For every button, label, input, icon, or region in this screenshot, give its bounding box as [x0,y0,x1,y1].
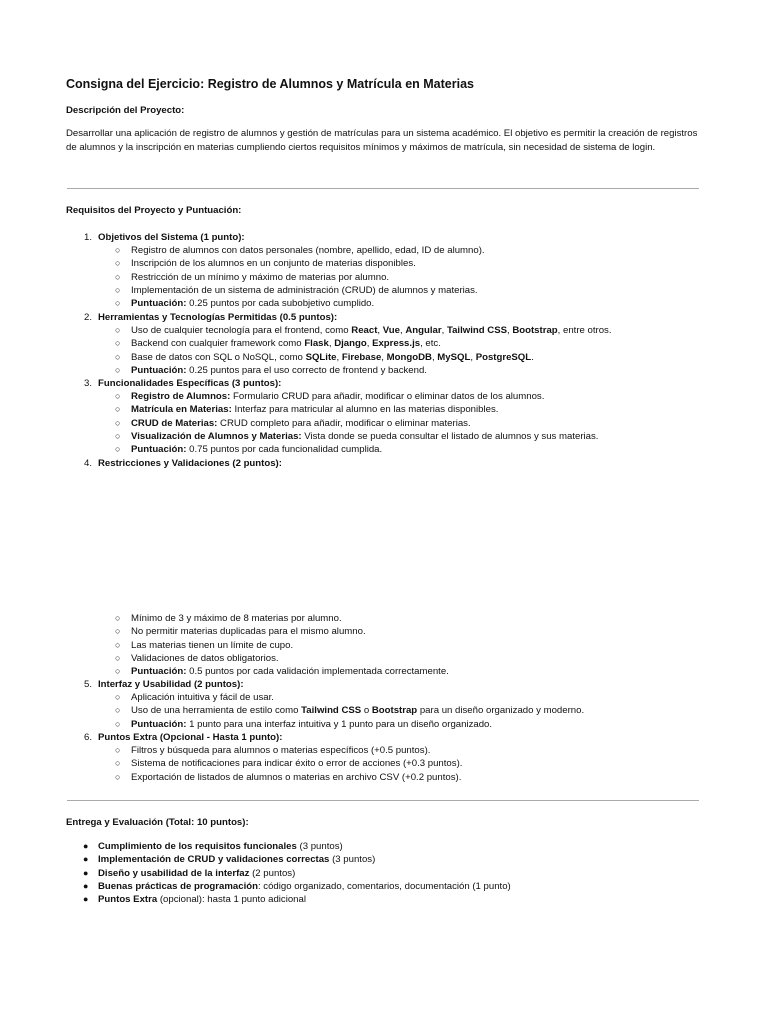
bold-text: Implementación de CRUD y validaciones correctas [98,854,330,866]
hollow-circle-icon: ○ [115,391,121,401]
section-number: 6. [83,732,92,743]
item-text: Registro de alumnos con datos personales (nombre, apellido, edad, ID de alumno). [131,245,485,256]
hollow-circle-icon: ○ [115,284,121,295]
bold-text: Registro de Alumnos: [131,391,231,402]
item-text: (2 puntos) [249,867,296,879]
list-item-text [98,893,306,906]
filled-circle-icon: ● [83,894,89,905]
bold-text: Angular [405,325,442,336]
section-number: 5. [83,679,92,690]
item-text: Backend con cualquier framework como [131,338,305,350]
item-text: Filtros y búsqueda para alumnos o materias específicos (+0.5 puntos). [131,745,431,756]
item-text: Implementación de un sistema de administración (CRUD) de alumnos y materias. [131,284,478,296]
item-text: Aplicación intuitiva y fácil de usar. [131,692,274,703]
hollow-circle-icon: ○ [115,705,121,716]
hollow-circle-icon: ○ [115,298,121,309]
item-text: , [366,338,373,350]
hollow-circle-icon: ○ [115,417,121,428]
section-number: 1. [83,232,92,243]
list-item-text [131,337,441,350]
bold-text: Matrícula en Materias: [131,404,232,416]
hollow-circle-icon: ○ [115,338,121,349]
filled-circle-icon: ● [83,841,89,851]
evaluation-heading: Entrega y Evaluación (Total: 10 puntos): [66,817,249,828]
list-item-text [131,443,382,456]
hollow-circle-icon: ○ [115,652,121,663]
description-paragraph: Desarrollar una aplicación de registro de alumnos y gestión de matrículas para un sistema académico. El objetivo es permitir la creación de registros de alumnos y la inscripción en materias cumpliendo ciertos requisitos mínimos y máximos de matrícula, sin necesidad de sistema de login. [66,128,698,153]
list-item-text [131,704,584,717]
item-text: , [431,351,438,363]
section-title: Funcionalidades Específicas (3 puntos): [98,378,282,389]
section-title: Puntos Extra (Opcional - Hasta 1 punto): [98,732,283,743]
bold-text: Django [334,338,367,350]
bold-text: Puntuación: [131,666,187,678]
section-title: Objetivos del Sistema (1 punto): [98,232,245,243]
bold-text: Buenas prácticas de programación [98,880,258,892]
bold-text: Visualización de Alumnos y Materias: [131,430,302,442]
list-item-text [131,771,461,784]
bold-text: React [351,325,378,336]
item-text: Interfaz para matricular al alumno en las materias disponibles. [231,404,499,416]
item-text: Validaciones de datos obligatorios. [131,652,279,664]
bold-text: SQLite [305,351,337,363]
item-text: No permitir materias duplicadas para el mismo alumno. [131,626,366,638]
list-item-text [131,612,342,625]
bold-text: MySQL [437,351,471,363]
item-text: Sistema de notificaciones para indicar éxito o error de acciones (+0.3 puntos). [131,758,463,770]
item-text: Formulario CRUD para añadir, modificar o eliminar datos de los alumnos. [230,391,545,402]
item-text: Mínimo de 3 y máximo de 8 materias por alumno. [131,613,342,624]
list-item-text [131,691,274,704]
hollow-circle-icon: ○ [115,692,121,702]
list-item-text [131,297,374,310]
item-text: , [441,325,447,336]
list-item-text [131,271,389,284]
hollow-circle-icon: ○ [115,745,121,755]
bold-text: Flask [304,338,329,350]
bold-text: Puntuación: [131,718,187,730]
list-item-text [131,665,449,678]
item-text: , [400,325,406,336]
item-text: (3 puntos) [329,854,376,866]
item-text: , [381,351,387,363]
list-item-text [98,867,295,880]
list-item-text [131,430,598,443]
hollow-circle-icon: ○ [115,626,121,637]
divider [67,188,699,189]
bold-text: PostgreSQL [475,351,532,363]
bold-text: CRUD de Materias: [131,417,218,429]
bold-text: Puntuación: [131,444,187,456]
list-item-text [98,853,375,866]
divider [67,800,699,801]
hollow-circle-icon: ○ [115,639,121,650]
list-item-text [98,840,343,853]
bold-text: Bootstrap [512,325,558,336]
item-text: (3 puntos) [296,841,343,852]
item-text: , [377,325,383,336]
item-text: o [361,705,372,717]
item-text: , entre otros. [557,325,612,336]
hollow-circle-icon: ○ [115,364,121,375]
page-title: Consigna del Ejercicio: Registro de Alumnos y Matrícula en Materias [66,77,474,91]
item-text: , [470,351,476,363]
item-text: 0.25 puntos para el uso correcto de frontend y backend. [186,364,427,376]
hollow-circle-icon: ○ [115,271,121,282]
hollow-circle-icon: ○ [115,245,121,255]
item-text: , [328,338,335,350]
item-text: Uso de cualquier tecnología para el frontend, como [131,325,352,336]
section-number: 3. [83,378,92,389]
bold-text: Vue [382,325,400,336]
list-item-text [131,284,478,297]
hollow-circle-icon: ○ [115,771,121,782]
list-item-text [131,257,416,270]
hollow-circle-icon: ○ [115,613,121,623]
list-item-text [131,324,612,337]
item-text: Vista donde se pueda consultar el listado de alumnos y sus materias. [301,430,599,442]
list-item-text [131,244,485,257]
bold-text: Tailwind CSS [301,705,362,717]
list-item-text [98,880,511,893]
description-heading: Descripción del Proyecto: [66,105,185,116]
list-item-text [131,403,498,416]
list-item-text [131,417,471,430]
item-text: CRUD completo para añadir, modificar o eliminar materias. [217,417,471,429]
section-number: 2. [83,312,92,323]
list-item-text [131,351,534,364]
item-text: Las materias tienen un límite de cupo. [131,639,294,651]
bold-text: MongoDB [386,351,432,363]
item-text: 0.75 puntos por cada funcionalidad cumplida. [186,444,383,456]
hollow-circle-icon: ○ [115,444,121,455]
item-text: , [336,351,342,363]
list-item-text [131,639,293,652]
bold-text: Cumplimiento de los requisitos funcionales [98,841,297,852]
bold-text: Express.js [372,338,421,350]
list-item-text [131,757,462,770]
bold-text: Tailwind CSS [446,325,507,336]
bold-text: Firebase [341,351,382,363]
item-text: Uso de una herramienta de estilo como [131,705,302,717]
hollow-circle-icon: ○ [115,718,121,729]
item-text: Restricción de un mínimo y máximo de materias por alumno. [131,271,390,283]
list-item-text [131,364,427,377]
section-number: 4. [83,458,92,469]
hollow-circle-icon: ○ [115,404,121,415]
hollow-circle-icon: ○ [115,351,121,362]
section-title: Herramientas y Tecnologías Permitidas (0.5 puntos): [98,312,338,323]
filled-circle-icon: ● [83,880,89,891]
item-text: . [531,351,534,363]
item-text: 0.25 puntos por cada subobjetivo cumplido. [186,298,375,310]
bold-text: Puntuación: [131,298,187,310]
item-text: 0.5 puntos por cada validación implementada correctamente. [186,666,449,678]
bold-text: Puntos Extra [98,894,158,906]
item-text: Inscripción de los alumnos en un conjunto de materias disponibles. [131,258,416,270]
hollow-circle-icon: ○ [115,758,121,769]
hollow-circle-icon: ○ [115,258,121,269]
item-text: Base de datos con SQL o NoSQL, como [131,351,306,363]
item-text: para un diseño organizado y moderno. [417,705,585,717]
bold-text: Bootstrap [371,705,418,717]
hollow-circle-icon: ○ [115,666,121,677]
section-title: Interfaz y Usabilidad (2 puntos): [98,679,244,690]
list-item-text [131,718,492,731]
item-text: Exportación de listados de alumnos o materias en archivo CSV (+0.2 puntos). [131,771,462,783]
section-title: Restricciones y Validaciones (2 puntos): [98,458,282,469]
bold-text: Puntuación: [131,364,187,376]
bold-text: Diseño y usabilidad de la interfaz [98,867,250,879]
item-text: , etc. [420,338,441,350]
hollow-circle-icon: ○ [115,430,121,441]
requirements-heading: Requisitos del Proyecto y Puntuación: [66,205,242,216]
list-item-text [131,652,279,665]
list-item-text [131,390,544,403]
item-text: (opcional): hasta 1 punto adicional [157,894,306,906]
item-text: 1 punto para una interfaz intuitiva y 1 punto para un diseño organizado. [186,718,493,730]
list-item-text [131,744,430,757]
filled-circle-icon: ● [83,854,89,865]
list-item-text [131,625,366,638]
item-text: : código organizado, comentarios, documentación (1 punto) [257,880,511,892]
item-text: , [507,325,513,336]
hollow-circle-icon: ○ [115,325,121,335]
filled-circle-icon: ● [83,867,89,878]
